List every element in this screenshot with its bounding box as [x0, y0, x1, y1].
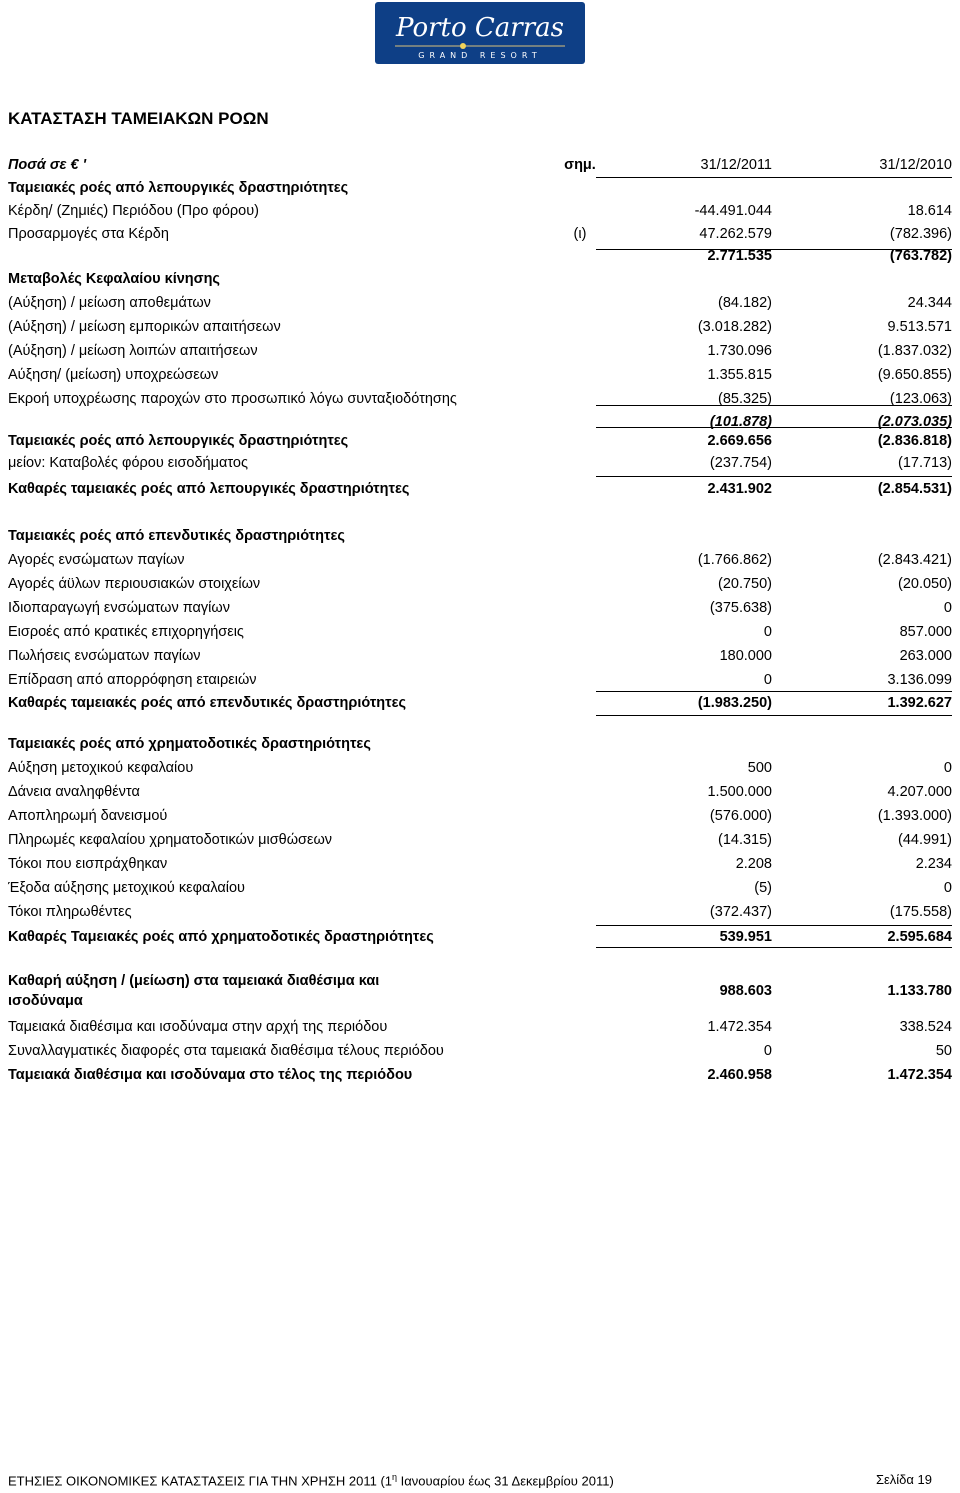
table-row [0, 271, 960, 295]
table-row [0, 295, 960, 319]
value-2010: 2.234 [915, 856, 952, 872]
value-2011: (237.754) [709, 455, 772, 471]
logo-subline: GRAND RESORT [418, 51, 542, 60]
table-row [0, 528, 960, 552]
subtotal-rule [596, 947, 952, 948]
row-label: (Αύξηση) / μείωση εμπορικών απαιτήσεων [8, 319, 281, 335]
value-2011: 180.000 [719, 648, 772, 664]
row-label: Καθαρή αύξηση / (μείωση) στα ταμειακά διαθέσιμα και [8, 973, 380, 989]
value-2011: (1.766.862) [697, 552, 772, 568]
value-2010: 9.513.571 [887, 319, 952, 335]
value-2010: (1.393.000) [877, 808, 952, 824]
table-row [0, 319, 960, 343]
value-2010: 0 [943, 760, 952, 776]
table-row [0, 1067, 960, 1091]
col1-header: 31/12/2011 [700, 157, 772, 173]
value-2010: (2.854.531) [877, 481, 952, 497]
row-label: Εισροές από κρατικές επιχορηγήσεις [8, 624, 244, 640]
row-label: Καθαρές Ταμειακές ροές από χρηματοδοτικές δραστηριότητες [8, 929, 434, 945]
value-2010: 1.472.354 [887, 1067, 952, 1083]
row-label: Τόκοι πληρωθέντες [8, 904, 132, 920]
row-label: μείον: Καταβολές φόρου εισοδήματος [8, 455, 248, 471]
table-row [0, 1019, 960, 1043]
value-2011: 1.472.354 [707, 1019, 772, 1035]
subtotal-rule [596, 691, 952, 692]
table-row [0, 929, 960, 953]
row-label: Πωλήσεις ενσώματων παγίων [8, 648, 201, 664]
table-row [0, 343, 960, 367]
value-2010: (123.063) [889, 391, 952, 407]
value-2011: (85.325) [717, 391, 772, 407]
row-label: Εκροή υποχρέωσης παροχών στο προσωπικό λόγω συνταξιοδότησης [8, 391, 457, 407]
value-2010: (9.650.855) [877, 367, 952, 383]
row-label: (Αύξηση) / μείωση αποθεμάτων [8, 295, 211, 311]
subtotal-rule [596, 427, 952, 428]
value-2010: (782.396) [889, 226, 952, 242]
value-2011: 0 [763, 672, 772, 688]
value-2011: 988.603 [719, 983, 772, 999]
value-2010: 0 [943, 880, 952, 896]
value-2011: (372.437) [709, 904, 772, 920]
row-label: Κέρδη/ (Ζημιές) Περιόδου (Προ φόρου) [8, 203, 259, 219]
subtotal-rule [596, 925, 952, 926]
value-2010: 1.392.627 [887, 695, 952, 711]
row-note: (ι) [573, 226, 587, 242]
table-row [0, 226, 960, 250]
value-2011: 2.669.656 [707, 433, 772, 449]
value-2011: 1.355.815 [707, 367, 772, 383]
row-label: Δάνεια αναληφθέντα [8, 784, 140, 800]
value-2011: (576.000) [709, 808, 772, 824]
table-row [0, 856, 960, 880]
amounts-label: Ποσά σε € ' [8, 157, 87, 173]
table-row [0, 433, 960, 457]
row-label: Αύξηση/ (μείωση) υποχρεώσεων [8, 367, 219, 383]
table-row [0, 808, 960, 832]
header-underline [596, 177, 952, 178]
row-label: Καθαρές ταμειακές ροές από επενδυτικές δραστηριότητες [8, 695, 407, 711]
value-2011: 2.771.535 [707, 248, 772, 264]
table-row [0, 880, 960, 904]
value-2011: (5) [754, 880, 772, 896]
value-2010: (20.050) [897, 576, 952, 592]
table-row [0, 552, 960, 576]
value-2011: 2.431.902 [707, 481, 772, 497]
row-label: Συναλλαγματικές διαφορές στα ταμειακά διαθέσιμα τέλους περιόδου [8, 1043, 444, 1059]
value-2011: (101.878) [709, 414, 772, 430]
value-2011: (3.018.282) [697, 319, 772, 335]
table-row [0, 180, 960, 204]
value-2011: 0 [763, 1043, 772, 1059]
subtotal-rule [596, 715, 952, 716]
table-row [0, 367, 960, 391]
note-header: σημ. [564, 157, 596, 173]
table-row [0, 672, 960, 696]
row-label: Ταμειακές ροές από χρηματοδοτικές δραστηριότητες [8, 736, 371, 752]
table-row [0, 248, 960, 272]
value-2011: (20.750) [717, 576, 772, 592]
value-2011: 0 [763, 624, 772, 640]
table-row [0, 760, 960, 784]
row-label: Επίδραση από απορρόφηση εταιρειών [8, 672, 257, 688]
value-2010: (2.836.818) [877, 433, 952, 449]
value-2010: 857.000 [899, 624, 952, 640]
row-label: Ταμειακές ροές από επενδυτικές δραστηριότητες [8, 528, 345, 544]
table-row [0, 600, 960, 624]
value-2010: 263.000 [899, 648, 952, 664]
value-2010: 338.524 [899, 1019, 952, 1035]
value-2010: 3.136.099 [887, 672, 952, 688]
value-2011: (1.983.250) [697, 695, 772, 711]
value-2010: 18.614 [907, 203, 952, 219]
subtotal-rule [596, 249, 952, 250]
row-label: Έξοδα αύξησης μετοχικού κεφαλαίου [8, 880, 245, 896]
value-2011: (375.638) [709, 600, 772, 616]
value-2010: (44.991) [897, 832, 952, 848]
table-row [0, 832, 960, 856]
value-2010: 0 [943, 600, 952, 616]
logo-brand: Porto Carras [396, 13, 564, 43]
value-2011: 47.262.579 [699, 226, 772, 242]
subtotal-rule [596, 405, 952, 406]
page-number: Σελίδα 19 [875, 1472, 932, 1487]
row-label: Ταμειακές ροές από λεπουργικές δραστηριότητες [8, 180, 349, 196]
value-2010: 24.344 [907, 295, 952, 311]
row-label: Αύξηση μετοχικού κεφαλαίου [8, 760, 194, 776]
row-label: Ταμειακά διαθέσιμα και ισοδύναμα στην αρχή της περιόδου [8, 1019, 388, 1035]
row-label: Αποπληρωμή δανεισμού [8, 808, 168, 824]
value-2011: (84.182) [717, 295, 772, 311]
value-2011: -44.491.044 [694, 203, 772, 219]
table-row [0, 481, 960, 505]
subtotal-rule [596, 476, 952, 477]
table-row [0, 736, 960, 760]
value-2011: (14.315) [717, 832, 772, 848]
row-label-continued: ισοδύναμα [8, 993, 83, 1009]
row-label: Πληρωμές κεφαλαίου χρηματοδοτικών μισθώσεων [8, 832, 333, 848]
row-label: Τόκοι που εισπράχθηκαν [8, 856, 168, 872]
value-2011: 539.951 [719, 929, 772, 945]
value-2011: 2.460.958 [707, 1067, 772, 1083]
row-label: Ταμειακά διαθέσιμα και ισοδύναμα στο τέλος της περιόδου [8, 1067, 413, 1083]
row-label: (Αύξηση) / μείωση λοιπών απαιτήσεων [8, 343, 258, 359]
value-2010: 1.133.780 [887, 983, 952, 999]
value-2010: 2.595.684 [887, 929, 952, 945]
table-row [0, 624, 960, 648]
value-2010: (17.713) [897, 455, 952, 471]
table-row [0, 1043, 960, 1067]
row-label: Αγορές άϋλων περιουσιακών στοιχείων [8, 576, 261, 592]
value-2010: (763.782) [889, 248, 952, 264]
row-label: Ιδιοπαραγωγή ενσώματων παγίων [8, 600, 230, 616]
value-2011: 2.208 [735, 856, 772, 872]
value-2011: 500 [747, 760, 772, 776]
document-title: ΚΑΤΑΣΤΑΣΗ ΤΑΜΕΙΑΚΩΝ ΡΟΩΝ [8, 109, 269, 128]
value-2010: (2.843.421) [877, 552, 952, 568]
value-2010: 50 [935, 1043, 952, 1059]
table-row [0, 973, 960, 1017]
table-row [0, 648, 960, 672]
table-row [0, 576, 960, 600]
value-2010: 4.207.000 [887, 784, 952, 800]
table-row [0, 203, 960, 227]
value-2011: 1.730.096 [707, 343, 772, 359]
footer-text: ΕΤΗΣΙΕΣ ΟΙΚΟΝΟΜΙΚΕΣ ΚΑΤΑΣΤΑΣΕΙΣ ΓΙΑ ΤΗΝ ΧΡΗΣΗ 2011 ($1^\eta$ Ιανουαρίου έως 31 Δεκεμβρίου 2011) [8, 1472, 614, 1489]
value-2011: 1.500.000 [707, 784, 772, 800]
row-label: Ταμειακές ροές από λεπουργικές δραστηριότητες [8, 433, 349, 449]
value-2010: (175.558) [889, 904, 952, 920]
table-row [0, 784, 960, 808]
value-2010: (1.837.032) [877, 343, 952, 359]
col2-header: 31/12/2010 [879, 157, 952, 173]
row-label: Καθαρές ταμειακές ροές από λεπουργικές δραστηριότητες [8, 481, 410, 497]
row-label: Προσαρμογές στα Κέρδη [8, 226, 169, 242]
table-row [0, 391, 960, 415]
value-2010: (2.073.035) [877, 414, 952, 430]
row-label: Μεταβολές Κεφαλαίου κίνησης [8, 271, 220, 287]
row-label: Αγορές ενσώματων παγίων [8, 552, 185, 568]
